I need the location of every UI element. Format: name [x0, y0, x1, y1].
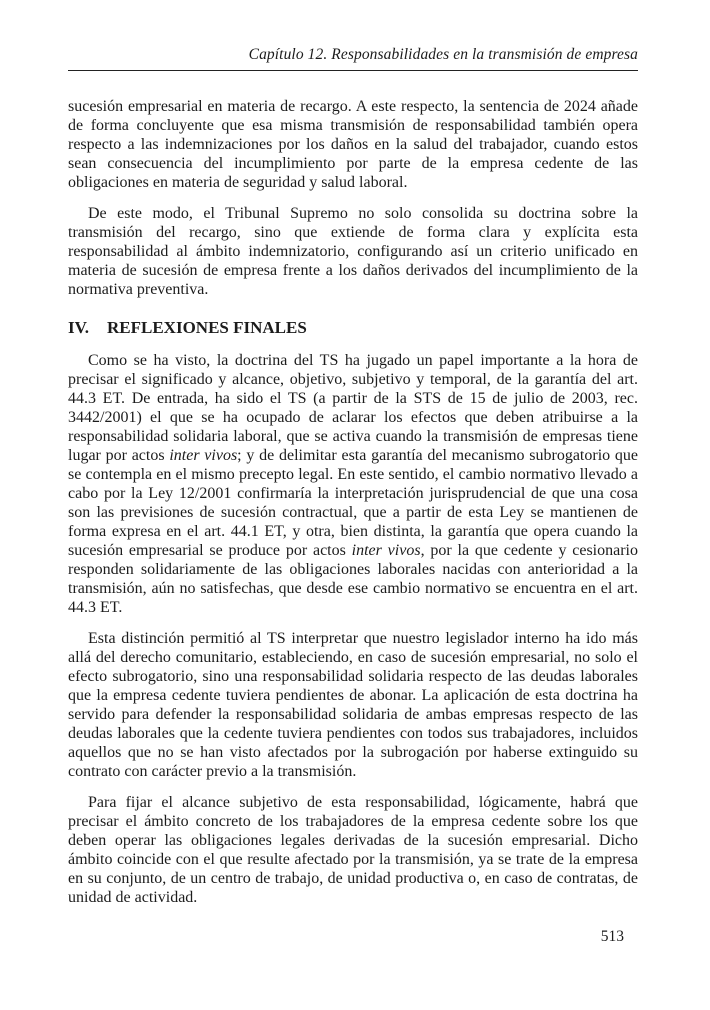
- page-body: [68, 97, 638, 907]
- paragraph-4-text: Esta distinción permitió al TS interpretar que nuestro legislador interno ha ido más allá del derecho comunitario, estableciendo, en caso de sucesión empresarial, no solo el efecto subrogatorio, sino una responsabilidad solidaria respecto de las deudas laborales que la empresa cedente tuviera pendientes de abonar. La aplicación de esta doctrina ha servido para defender la responsabilidad solidaria de ambas empresas respecto de las deudas laborales que la cedente tuviera pendientes con todos sus trabajadores, incluidos aquellos que no se han visto afectados por la subrogación por haberse extinguido su contrato con carácter previo a la transmisión.: [68, 630, 638, 780]
- paragraph-4: [68, 629, 638, 781]
- section-number: IV.: [68, 318, 89, 337]
- paragraph-3: [68, 351, 638, 617]
- running-title: Capítulo 12. Responsabilidades en la transmisión de empresa: [248, 46, 638, 63]
- paragraph-2: [68, 204, 638, 299]
- latin-term-inter-vivos-1: inter vivos: [169, 447, 238, 464]
- paragraph-3-text-1: Como se ha visto, la doctrina del TS ha jugado un papel importante a la hora de precisar el significado y alcance, objetivo, subjetivo y temporal, de la garantía del art. 44.3 ET. De entrada, ha sido el TS (a partir de la STS de 15 de julio de 2003, rec. 3442/2001) el que se ha ocupado de aclarar los efectos que deben atribuirse a la responsabilidad solidaria laboral, que se activa cuando la transmisión de empresas tiene lugar por actos: [68, 352, 638, 464]
- paragraph-3-text-3: , por la que cedente y cesionario responden solidariamente de las obligaciones laborales nacidas con anterioridad a la transmisión, aún no satisfechas, que desde ese cambio normativo se encuentra en el art. 44.3 ET.: [68, 542, 639, 616]
- paragraph-5-text: Para fijar el alcance subjetivo de esta responsabilidad, lógicamente, habrá que precisar el ámbito concreto de los trabajadores de la empresa cedente sobre los que deben operar las obligaciones legales derivadas de la sucesión empresarial. Dicho ámbito coincide con el que resulte afectado por la transmisión, ya se trate de la empresa en su conjunto, de un centro de trabajo, de unidad productiva o, en caso de contratas, de unidad de actividad.: [68, 794, 638, 906]
- section-heading: [68, 318, 638, 337]
- paragraph-1: [68, 97, 638, 192]
- running-header: [68, 46, 638, 71]
- paragraph-2-text: De este modo, el Tribunal Supremo no solo consolida su doctrina sobre la transmisión del recargo, sino que extiende de forma clara y explícita esta responsabilidad al ámbito indemnizatorio, configurando así un criterio unificado en materia de sucesión de empresa frente a los daños derivados del incumplimiento de la normativa preventiva.: [68, 205, 638, 298]
- paragraph-1-text: sucesión empresarial en materia de recargo. A este respecto, la sentencia de 2024 añade de forma concluyente que esa misma transmisión de responsabilidad también opera respecto a las indemnizaciones por los daños en la salud del trabajador, cuando estos sean consecuencia del incumplimiento por parte de la empresa cedente de las obligaciones en materia de seguridad y salud laboral.: [68, 98, 638, 191]
- latin-term-inter-vivos-2: inter vivos: [351, 542, 421, 559]
- page-number: 513: [600, 928, 624, 945]
- section-title: REFLEXIONES FINALES: [107, 318, 307, 337]
- paragraph-5: [68, 793, 638, 907]
- paragraph-3-text-2: ; y de delimitar esta garantía del mecanismo subrogatorio que se contempla en el mismo precepto legal. En este sentido, el cambio normativo llevado a cabo por la Ley 12/2001 confirmaría la interpretación jurisprudencial de que una cosa son las previsiones de sucesión contractual, que a partir de esta Ley se mantienen de forma expresa en el art. 44.1 ET, y otra, bien distinta, la garantía que opera cuando la sucesión empresarial se produce por actos: [68, 447, 639, 559]
